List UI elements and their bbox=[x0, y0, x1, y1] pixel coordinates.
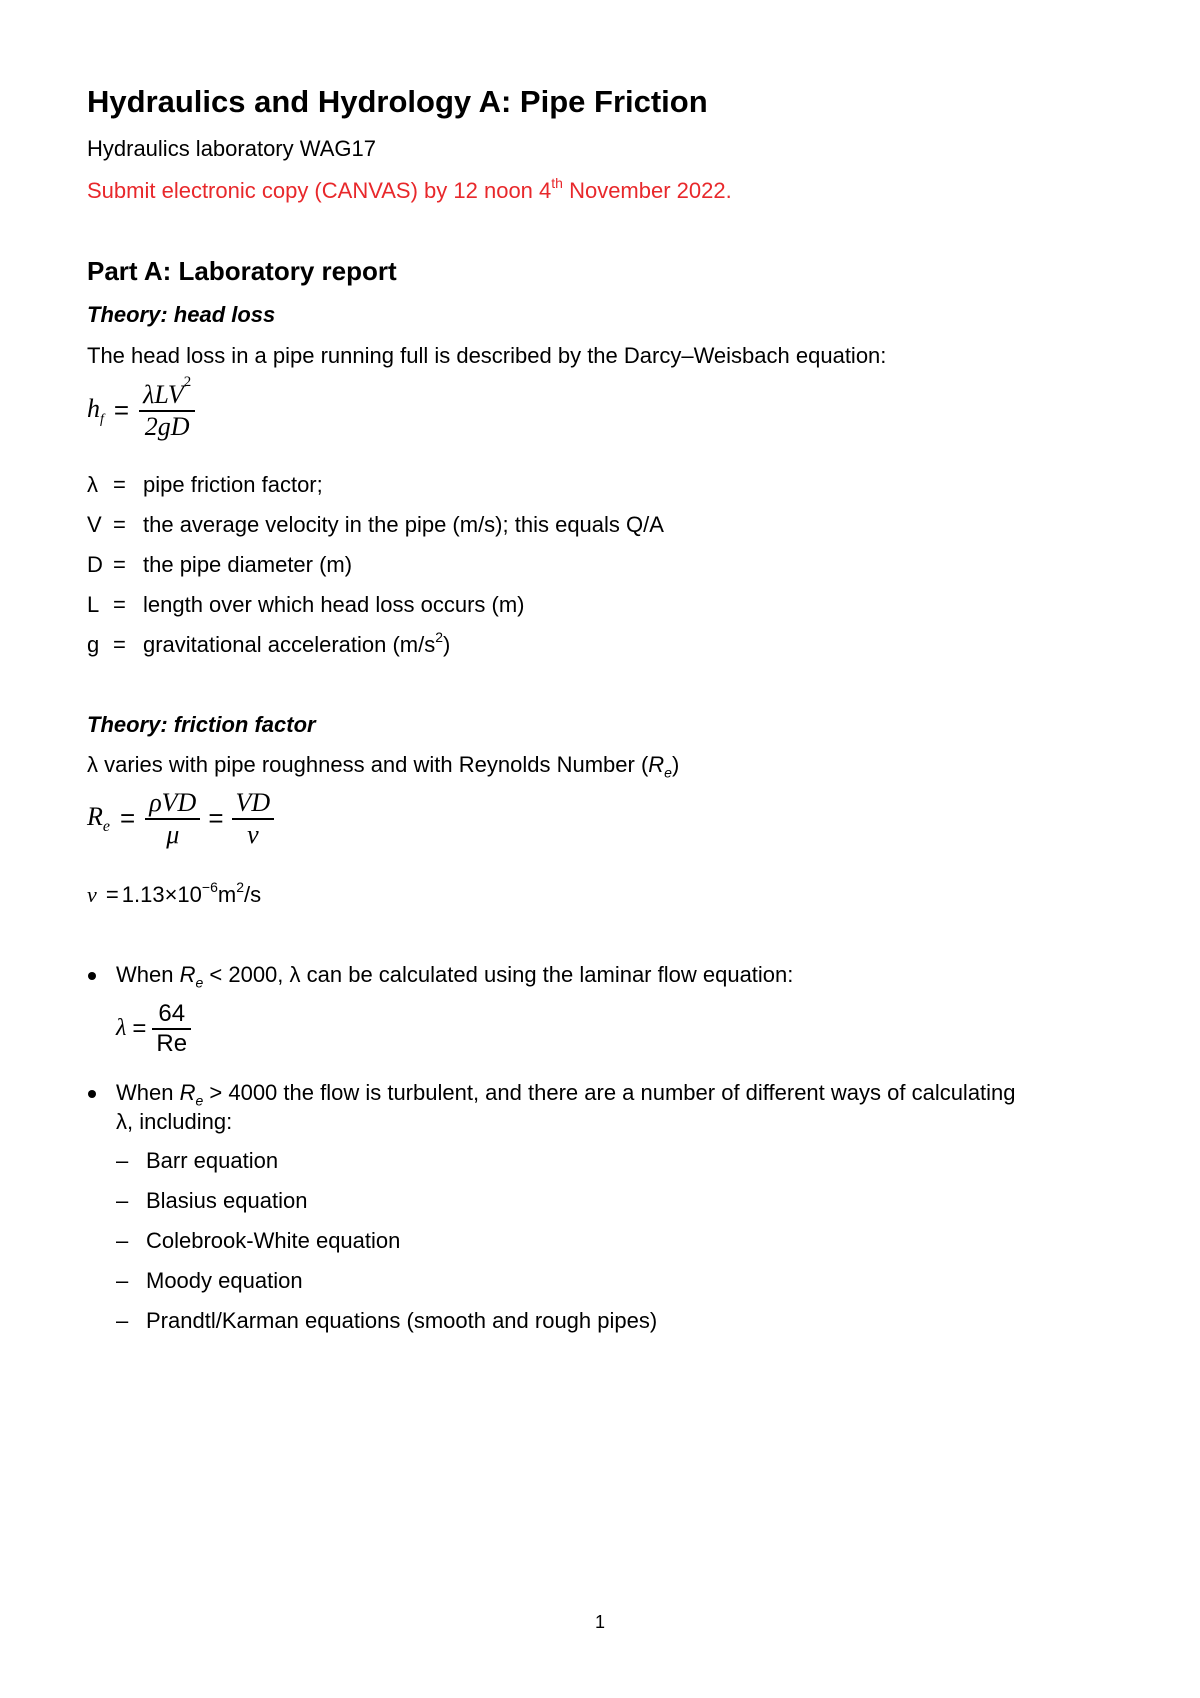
laminar-bullet: When $R_e < 2000$, λ can be calculated using the laminar flow equation: bbox=[116, 962, 794, 991]
variable-equals: = bbox=[113, 552, 126, 577]
dash-marker: – bbox=[116, 1308, 129, 1333]
method-name: Prandtl/Karman equations (smooth and rough pipes) bbox=[146, 1308, 658, 1333]
deadline-ordinal: th bbox=[551, 175, 563, 191]
variable-description: the average velocity in the pipe (m/s); this equals Q/A bbox=[143, 512, 664, 537]
variable-symbol: V bbox=[87, 512, 102, 537]
turbulent-bullet: When $R_e > 4000$ the flow is turbulent, and there are a number of different ways of calculating bbox=[116, 1080, 1016, 1109]
dash-marker: – bbox=[116, 1148, 129, 1173]
page-title: Hydraulics and Hydrology A: Pipe Friction bbox=[87, 84, 708, 119]
section-heading-part-a: Part A: Laboratory report bbox=[87, 256, 397, 286]
variable-definition bbox=[87, 552, 352, 578]
variable-equals: = bbox=[113, 592, 126, 617]
variable-symbol: λ bbox=[87, 472, 98, 497]
method-list-item bbox=[116, 1268, 303, 1294]
laminar-fraction: $\frac{64}{Re}$ bbox=[152, 1000, 191, 1058]
method-list-item bbox=[116, 1188, 307, 1214]
lab-subtitle: Hydraulics laboratory WAG17 bbox=[87, 136, 376, 161]
variable-description: length over which head loss occurs (m) bbox=[143, 592, 525, 617]
variable-symbol: g bbox=[87, 632, 100, 657]
subheading-head-loss: Theory: head loss bbox=[87, 302, 276, 327]
reynolds-equation: $R_e$ = $\frac{\text{ρVD}}{\mu}$ = $\frac{VD}{\nu}$ bbox=[87, 788, 274, 850]
eq-fraction: $\frac{\lambda LV^2}{2gD}$ bbox=[139, 380, 195, 442]
unit-exponent: 2 bbox=[435, 629, 444, 645]
deadline-text: Submit electronic copy (CANVAS) by 12 noon 4 bbox=[87, 178, 552, 203]
laminar-equation: λ = $\frac{64}{Re}$ bbox=[116, 1000, 191, 1058]
variable-definition bbox=[87, 629, 451, 658]
kinematic-viscosity-value: $\nu = 1.13\times 10^{-6}m^2/s$ bbox=[87, 879, 262, 907]
bullet-icon bbox=[88, 972, 96, 980]
variable-definition bbox=[87, 472, 323, 498]
page-number: 1 bbox=[595, 1612, 606, 1632]
variable-description-end: ) bbox=[443, 632, 451, 657]
submission-deadline bbox=[87, 175, 732, 204]
variable-description: the pipe diameter (m) bbox=[143, 552, 353, 577]
method-list-item bbox=[116, 1148, 278, 1174]
variable-definition bbox=[87, 512, 664, 538]
re-fraction-1: $\frac{\text{ρVD}}{\mu}$ bbox=[145, 788, 200, 850]
variable-description: pipe friction factor; bbox=[143, 472, 323, 497]
re-fraction-2: $\frac{VD}{\nu}$ bbox=[232, 788, 275, 850]
turbulent-bullet-line2: λ, including: bbox=[116, 1109, 233, 1134]
method-name: Blasius equation bbox=[146, 1188, 308, 1213]
dash-marker: – bbox=[116, 1268, 129, 1293]
darcy-weisbach-equation bbox=[87, 374, 195, 442]
dash-marker: – bbox=[116, 1228, 129, 1253]
variable-equals: = bbox=[113, 512, 126, 537]
variable-definition bbox=[87, 592, 525, 618]
variable-equals: = bbox=[113, 472, 126, 497]
variable-equals: = bbox=[113, 632, 126, 657]
head-loss-intro: The head loss in a pipe running full is described by the Darcy–Weisbach equation: bbox=[87, 343, 887, 368]
method-name: Barr equation bbox=[146, 1148, 279, 1173]
dash-marker: – bbox=[116, 1188, 129, 1213]
subheading-friction-factor: Theory: friction factor bbox=[87, 712, 316, 737]
method-list-item bbox=[116, 1308, 657, 1334]
method-list-item bbox=[116, 1228, 400, 1254]
method-name: Moody equation bbox=[146, 1268, 303, 1293]
variable-description: gravitational acceleration (m/s bbox=[143, 632, 436, 657]
bullet-icon bbox=[88, 1090, 96, 1098]
variable-symbol: L bbox=[87, 592, 100, 617]
eq-lhs: $h_f$ bbox=[87, 393, 104, 427]
deadline-text-end: November 2022. bbox=[562, 178, 732, 203]
variable-symbol: D bbox=[87, 552, 103, 577]
friction-factor-intro: λ varies with pipe roughness and with Reynolds Number $(R_e)$ bbox=[87, 752, 680, 781]
method-name: Colebrook-White equation bbox=[146, 1228, 401, 1253]
eq-equals: = bbox=[113, 395, 130, 426]
